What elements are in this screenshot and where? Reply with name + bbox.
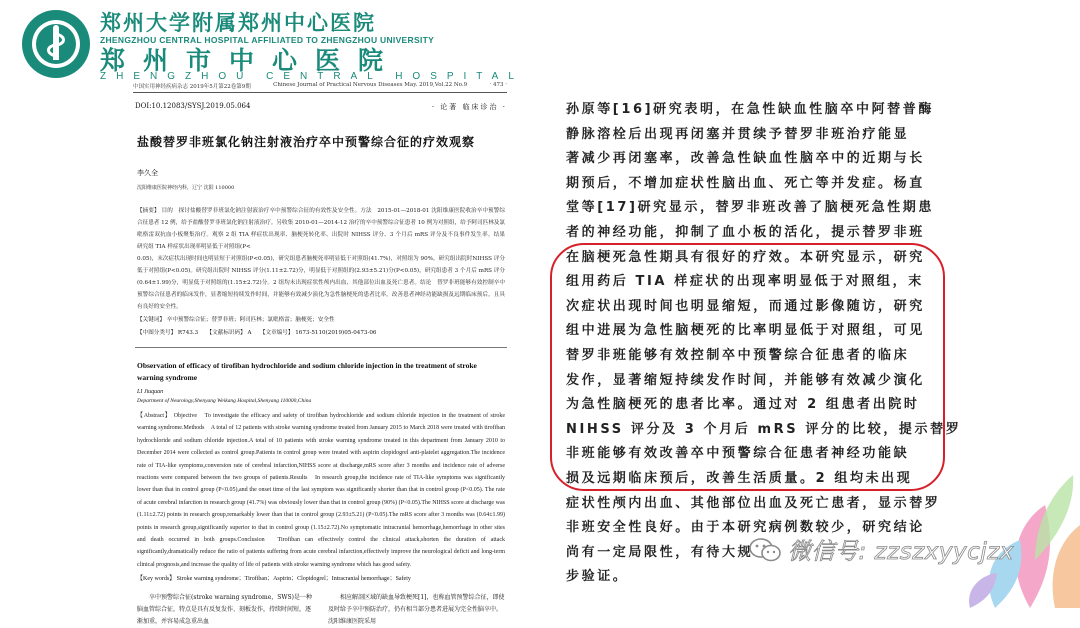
body-right-column: 相应解剖区域的缺血导致梗死[1]，也称血管预警综合征，即使及时给予卒中预防治疗，仍有相当部分患者进展为完全性脑卒中。沈阳维康医院采用 [328,594,505,626]
paper-first-page [125,82,515,626]
body-left-column: 卒中预警综合征(stroke warning syndrome，SWS)是一种脑血管综合征，特点是具有反复发作、刻板发作，持续时间短，逐渐加重，并容易成急重出血 [137,594,313,626]
author-en: LI Jiuquan [137,389,164,395]
wechat-id: 微信号: zzszxyycjzx [788,539,1014,565]
text-line: 为急性脑梗死的患者比率。通过对 2 组患者出院时 [566,397,920,413]
text-line: 步验证。 [566,569,629,585]
paper-title-cn: 盐酸替罗非班氯化钠注射液治疗卒中预警综合征的疗效观察 [137,135,476,149]
hospital-short-name-cn: 郑州市中心医院 [100,46,402,75]
text-line: 在脑梗死急性期具有很好的疗效。本研究显示，研究 [566,249,925,265]
section-tag: · 论著 临床诊治 · [431,103,507,111]
text-line: 著减少再闭塞率，改善急性缺血性脑卒中的近期与长 [566,151,925,167]
text-line: 堂等[17]研究显示，替罗非班改善了脑梗死急性期患 [566,200,934,216]
doi: DOI:10.12083/SYSJ.2019.05.064 [135,102,251,110]
text-line: 非班能够有效改善卒中预警综合征患者神经功能缺 [566,446,910,462]
text-line: 损及远期临床预后，改善生活质量。2 组均未出现 [566,470,913,486]
affiliation-cn: 沈阳维康医院神经内科，辽宁 沈阳 110000 [137,185,235,191]
keywords-cn: 【关键词】 卒中预警综合征；替罗非班；阿司匹林；氯吡格雷；脑梗死；安全性 [137,317,335,323]
abstract-cn-paragraph: 0.05)，末次症状出现时间也明显短于对照组(P<0.05)，研究组患者脑梗死率明显低于对照组(41.7%)，对照组为 90%，研究组出院时NIHSS 评分低于对照组(P<0.05)。研究组出院时 NIHSS 评分(1.11±2.72)分，明显低于对照组的(2.93±5.21)分(P<0.05)，研究组患者 3 个月后 mRS 评分(0.64±1.99)分，明显低于对照组的(1.15±2.72)分。2 组均未出现症状性颅内出血、其他部位出血及死亡患者。结论 替罗非班能够有效控制卒中预警综合征患者的临床发作，显著缩短持续发作时间，并能够有效减少演化为急性脑梗死的患者比率，改善患者神经功能缺损及远期临床预后，且具有良好的安全性。 [137,256,505,310]
text-line: 孙原等[16]研究表明，在急性缺血性脑卒中阿替普酶 [566,102,934,117]
text-line: 静脉溶栓后出现再闭塞并贯续予替罗非班治疗能显 [566,126,910,142]
text-line: 非班安全性良好。由于本研究病例数较少，研究结论 [566,520,925,536]
paper-title-en: Observation of efficacy of tirofiban hydrochloride and sodium chloride injection in the treatment of stroke warning syndrome [137,361,477,382]
text-line: 者的神经功能，抑制了血小板的活化，提示替罗非班 [566,224,925,240]
text-line: 症状性颅内出血、其他部位出血及死亡患者，显示替罗 [566,495,941,511]
hospital-logo-icon [20,8,92,80]
affiliation-en: Department of Neurology,Shenyang Weikang Hospital,Shenyang 110000,China [137,398,312,404]
hospital-short-name-en: ZHENGZHOU CENTRAL HOSPITAL [100,71,524,82]
text-line: 次症状出现时间也明显缩短，而通过影像随访，研究 [566,298,925,314]
abstract-cn [137,205,511,313]
text-line: NIHSS 评分及 3 个月后 mRS 评分的比较，提示替罗 [566,421,962,437]
hospital-brand [100,10,524,82]
text-line: 组中进展为急性脑梗死的比率明显低于对照组，可见 [566,323,925,339]
wechat-watermark [748,533,1014,566]
author-cn: 李久全 [137,169,158,177]
text-line: 尚有一定局限性，有待大规 [566,544,754,560]
abstract-en [137,410,505,571]
text-line: 组用药后 TIA 样症状的出现率明显低于对照组，末 [566,274,924,290]
hospital-name-en: ZHENGZHOU CENTRAL HOSPITAL AFFILIATED TO ZHENGZHOU UNIVERSITY [100,35,435,45]
highlight-circle [550,243,962,491]
abstract-en-paragraph: 【Abstract】 Objective To investigate the efficacy and safety of tirofiban hydrochloride and sodium chloride injection in the treatment of stroke warning syndrome.Methods A total of 12 patients with stroke warning syndrome treated from January 2015 to March 2018 were treated with tirofiban hydrochloride and sodium chloride injection.A total of 10 patients with stroke warning syndrome treated in this department from January 2010 to December 2014 were collected as control group.Patients in control group were treated with aspirin clopidogrel anti-platelet aggregation.The incidence rate of TIA-like symptoms,conversion rate of cerebral infarction,NIHSS score at discharge,mRS score after 3 months and incidence rate of adverse reactions were compared between the two groups of patients.Results In research group,the incidence rate of TIA-like symptoms was significantly lower than that in control group (P<0.05),and the onset time of the last symptom was significantly shorter than that in control group (P<0.05). The rate of acute cerebral infarction in research group (41.7%) was obviously lower than that in control group (90%) (P<0.05).The NIHSS score at discharge was (1.11±2.72) points in research group,remarkably lower than that in control group (2.93±5.21) (P<0.05).The mRS score after 3 months was (0.64±1.99) points in research group,significantly superior to that in control group (1.15±2.72).No symptomatic intracranial hemorrhage,hemorrhage in other sites and death occurred in both groups.Conclusion Tirofiban can effectively control the clinical attack,shorten the duration of attack significantly,dramatically reduce the ratio of patients suffering from acute cerebral infarction,effectively improve the neurological deficit and long-term clinical prognosis,and increase the quality of life of patients with stroke warning syndrome which has good safety. [137,413,505,568]
divider [135,347,507,348]
body-columns [137,592,505,628]
abstract-cn-paragraph: 【摘要】 目的 探讨盐酸替罗非班氯化钠注射液治疗卒中预警综合征的有效性及安全性。方法 2015-01—2018-01 沈阳维康医院收治卒中预警综合征患者 12 例，给予盐酸替罗非班氯化钠注射液治疗。另收集 2010-01—2014-12 治疗的卒中预警综合征患者 10 例为对照组，给予阿司匹林及氯吡格雷双抗血小板聚集治疗。观察 2 组 TIA 样症状出现率、脑梗死转化率、出院时 NIHSS 评分、3 个月后 mRS 评分及不良事件发生率。结果 研究组 TIA 样症状出现率明显低于对照组(P< [137,208,511,250]
classification-cn: 【中图分类号】 R743.3 【文献标识码】 A 【文章编号】 1673-5110(2019)05-0473-06 [137,330,377,336]
journal-header [133,82,507,93]
journal-cn: 中国实用神经疾病杂志 2019年5月第22卷第9期 [133,84,251,90]
header [0,0,1080,80]
text-line: 发作，显著缩短持续发作时间，并能够有效减少演化 [566,372,925,388]
page-number: · 473 · [489,82,507,88]
text-line: 期预后，不增加症状性脑出血、死亡等并发症。杨直 [566,175,925,191]
keywords-en: 【Key words】 Stroke warning syndrome；Tirofiban；Aspirin；Clopidogrel；Intracranial hemorrhage；Safety [137,576,411,583]
doi-row [135,102,507,112]
text-line: 替罗非班能够有效控制卒中预警综合征患者的临床 [566,347,910,363]
hospital-name-cn: 郑州大学附属郑州中心医院 [100,10,376,35]
journal-en: Chinese Journal of Practical Nervous Diseases May. 2019,Vol.22 No.9 [273,82,468,88]
wechat-icon [748,536,782,564]
